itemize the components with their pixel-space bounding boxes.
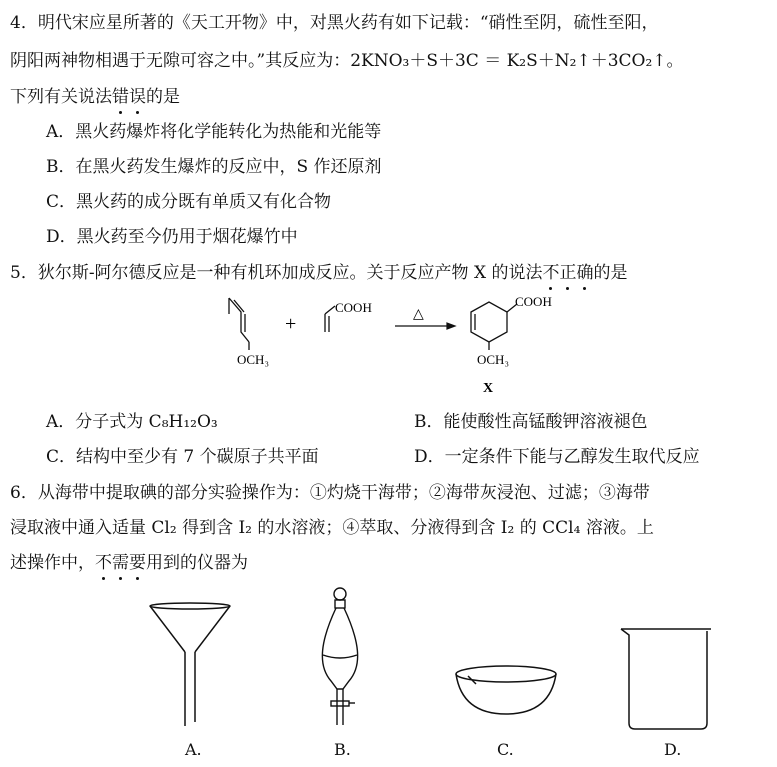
q6-stem-post: 用到的仪器为: [146, 553, 248, 573]
q6-emphasis-text: [95, 553, 146, 573]
q4-stem-line2: 阴阳两神物相遇于无隙可容之中。”其反应为：2KNO₃＋S＋3C ＝ K₂S＋N₂↑＋3CO₂↑。: [10, 51, 684, 71]
separatory-funnel-icon[interactable]: [305, 585, 375, 735]
q6-stem-line1: 6．从海带中提取碘的部分实验操作为：①灼烧干海带；②海带灰浸泡、过滤；③海带: [10, 483, 650, 503]
emphasis-char: 误: [129, 87, 146, 107]
beaker-icon[interactable]: [615, 623, 715, 733]
emphasis-char: 错: [112, 87, 129, 107]
q4-emphasis-text: [112, 87, 146, 107]
product-x-label: X: [483, 381, 494, 396]
evaporating-dish-icon[interactable]: [450, 662, 562, 722]
q4-option-c[interactable]: C．黑火药的成分既有单质又有化合物: [46, 192, 332, 212]
q6-stem-line2: 浸取液中通入适量 Cl₂ 得到含 I₂ 的水溶液；④萃取、分液得到含 I₂ 的 CCl₄ 溶液。上: [10, 518, 654, 538]
apparatus-label-a: A.: [185, 740, 202, 759]
heat-symbol: △: [413, 307, 424, 322]
apparatus-label-b: B.: [334, 740, 351, 759]
q4-option-b[interactable]: B．在黑火药发生爆炸的反应中，S 作还原剂: [46, 157, 382, 177]
apparatus-label-d: D.: [664, 740, 682, 759]
q4-stem-post: 的是: [146, 87, 180, 107]
plus-sign: +: [285, 313, 297, 335]
emphasis-char: 需: [112, 553, 129, 573]
q5-option-b[interactable]: B．能使酸性高锰酸钾溶液褪色: [414, 412, 648, 432]
apparatus-label-c: C.: [497, 740, 514, 759]
q4-option-d[interactable]: D．黑火药至今仍用于烟花爆竹中: [46, 227, 298, 247]
q5-option-c[interactable]: C．结构中至少有 7 个碳原子共平面: [46, 447, 319, 467]
q4-stem-line3: [10, 86, 180, 108]
q4-stem-pre: 下列有关说法: [10, 87, 112, 107]
q5-option-d[interactable]: D．一定条件下能与乙醇发生取代反应: [414, 447, 700, 467]
product-ring: [471, 302, 517, 350]
dienophile-cooh-label: COOH: [335, 300, 372, 315]
q5-emphasis-text: [542, 263, 593, 283]
emphasis-char: 要: [129, 553, 146, 573]
q6-stem-pre: 述操作中，: [10, 553, 95, 573]
diene-structure: [229, 298, 249, 350]
q6-stem-line3: [10, 552, 248, 574]
q4-stem-line1: 4．明代宋应星所著的《天工开物》中，对黑火药有如下记载：“硝性至阴，硫性至阳，: [10, 13, 659, 33]
funnel-icon[interactable]: [145, 600, 235, 730]
product-och3-label: OCH₃: [477, 352, 509, 367]
q5-option-a[interactable]: A．分子式为 C₈H₁₂O₃: [46, 412, 218, 432]
emphasis-char: 正: [559, 263, 577, 283]
emphasis-char: 确: [576, 263, 594, 283]
diene-och3-label: OCH₃: [237, 352, 269, 367]
emphasis-char: 不: [542, 263, 560, 283]
product-cooh-label: COOH: [515, 294, 552, 309]
q5-stem: [10, 262, 627, 284]
reaction-arrow: [395, 323, 455, 329]
diels-alder-scheme: [215, 290, 575, 400]
q5-stem-pre: 5．狄尔斯-阿尔德反应是一种有机环加成反应。关于反应产物 X 的说法: [10, 263, 543, 283]
emphasis-char: 不: [95, 553, 112, 573]
dienophile-structure: [325, 306, 335, 332]
q4-option-a[interactable]: A．黑火药爆炸将化学能转化为热能和光能等: [46, 122, 382, 142]
q5-stem-post: 的是: [593, 263, 628, 283]
